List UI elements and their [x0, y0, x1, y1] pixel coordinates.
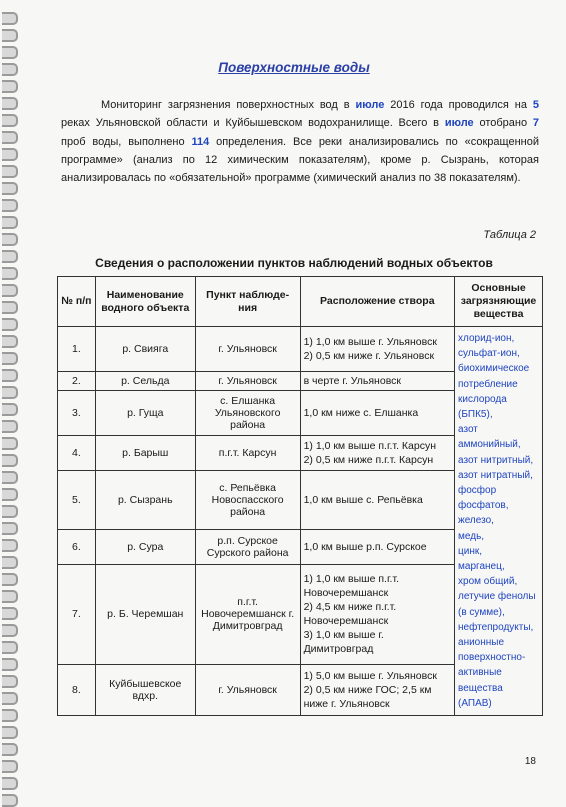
col-header-location: Расположение створа	[300, 277, 454, 327]
intro-month: июле	[444, 117, 474, 130]
binding-ring	[2, 522, 18, 535]
observation-point: г. Ульяновск	[195, 664, 300, 716]
water-object: р. Сызрань	[95, 471, 195, 529]
binding-ring	[2, 675, 18, 688]
binding-ring	[2, 573, 18, 586]
table-header-row	[58, 277, 543, 327]
intro-text: реках Ульяновской области и Куйбышевском водохранилище. Всего в	[61, 117, 445, 130]
location-line: 1) 1,0 км выше г. Ульяновск	[303, 335, 437, 348]
binding-ring	[2, 692, 18, 705]
binding-ring	[2, 420, 18, 433]
location-line: 1,0 км выше с. Репьёвка	[303, 493, 423, 506]
binding-ring	[2, 488, 18, 501]
water-object: Куйбышевское вдхр.	[95, 664, 195, 716]
water-object: р. Гуща	[95, 391, 195, 436]
binding-ring	[2, 607, 18, 620]
binding-ring	[2, 335, 18, 348]
substance-item: хром общий,	[458, 576, 518, 588]
observation-point: с. Елшанка Ульяновского района	[195, 391, 300, 436]
binding-ring	[2, 454, 18, 467]
binding-ring	[2, 386, 18, 399]
col-header-point: Пункт наблюде-ния	[195, 277, 300, 327]
col-header-substances: Основные загрязняющие вещества	[455, 277, 543, 327]
binding-ring	[2, 794, 18, 807]
location-cell	[300, 327, 454, 372]
location-line: 1) 1,0 км выше п.г.т. Карсун	[303, 439, 437, 452]
location-cell	[300, 529, 454, 564]
water-object: р. Свияга	[95, 327, 195, 372]
col-header-num: № п/п	[58, 277, 96, 327]
table-row	[58, 327, 543, 372]
binding-ring	[2, 471, 18, 484]
water-object: р. Сельда	[95, 371, 195, 390]
row-number: 2.	[58, 371, 96, 390]
binding-ring	[2, 641, 18, 654]
substance-item: азот аммонийный,	[458, 424, 521, 451]
location-line: 3) 1,0 км выше г. Димитровград	[303, 629, 384, 656]
intro-text: проб воды, выполнено	[61, 135, 192, 148]
location-line: 1) 1,0 км выше п.г.т. Новочеремшанск	[303, 573, 399, 600]
location-cell	[300, 565, 454, 665]
intro-text: Мониторинг загрязнения поверхностных вод в	[101, 99, 356, 111]
binding-ring	[2, 165, 18, 178]
substance-item: нефтепродукты,	[458, 621, 534, 633]
substance-item: марганец,	[458, 561, 505, 573]
binding-ring	[2, 590, 18, 603]
binding-ring	[2, 284, 18, 297]
binding-ring	[2, 46, 18, 59]
observation-points-table	[57, 276, 543, 716]
location-cell	[300, 391, 454, 436]
substance-item: цинк,	[458, 545, 483, 557]
binding-ring	[2, 403, 18, 416]
location-line: 1,0 км ниже с. Елшанка	[303, 406, 419, 419]
binding-ring	[2, 624, 18, 637]
substance-item: железо,	[458, 515, 494, 527]
col-header-object: Наименование водного объекта	[95, 277, 195, 327]
substance-item: сульфат-ион,	[458, 348, 520, 360]
location-line: 2) 0,5 км ниже ГОС; 2,5 км ниже г. Ульяновск	[303, 683, 432, 710]
row-number: 5.	[58, 471, 96, 529]
binding-ring	[2, 250, 18, 263]
row-number: 8.	[58, 664, 96, 716]
location-cell	[300, 664, 454, 716]
intro-text: отобрано	[473, 117, 533, 130]
observation-point: г. Ульяновск	[195, 327, 300, 372]
water-object: р. Сура	[95, 529, 195, 564]
binding-ring	[2, 658, 18, 671]
spiral-binding	[0, 0, 20, 800]
location-line: в черте г. Ульяновск	[303, 374, 402, 387]
binding-ring	[2, 743, 18, 756]
binding-ring	[2, 556, 18, 569]
binding-ring	[2, 199, 18, 212]
binding-ring	[2, 301, 18, 314]
location-line: 1,0 км выше р.п. Сурское	[303, 540, 427, 553]
substance-item: летучие фенолы (в сумме),	[458, 591, 536, 618]
binding-ring	[2, 709, 18, 722]
binding-ring	[2, 233, 18, 246]
location-line: 1) 5,0 км выше г. Ульяновск	[303, 669, 437, 682]
observation-point: г. Ульяновск	[195, 371, 300, 390]
observation-point: п.г.т. Карсун	[195, 435, 300, 470]
binding-ring	[2, 267, 18, 280]
binding-ring	[2, 437, 18, 450]
row-number: 1.	[58, 327, 96, 372]
binding-ring	[2, 726, 18, 739]
binding-ring	[2, 148, 18, 161]
row-number: 3.	[58, 391, 96, 436]
water-object: р. Барыш	[95, 435, 195, 470]
page-number: 18	[524, 756, 536, 767]
substance-item: азот нитритный,	[458, 454, 534, 466]
binding-ring	[2, 216, 18, 229]
binding-ring	[2, 131, 18, 144]
binding-ring	[2, 760, 18, 773]
substance-item: азот нитратный,	[458, 469, 533, 481]
table-caption: Сведения о расположении пунктов наблюдений водных объектов	[95, 256, 493, 270]
location-line: 2) 0,5 км ниже г. Ульяновск	[303, 349, 435, 362]
intro-month: июле	[355, 99, 385, 111]
row-number: 4.	[58, 435, 96, 470]
binding-ring	[2, 505, 18, 518]
determinations-count: 114	[191, 135, 210, 148]
binding-ring	[2, 182, 18, 195]
location-cell	[300, 435, 454, 470]
observation-point: с. Репьёвка Новоспасского района	[195, 471, 300, 529]
intro-paragraph	[61, 96, 539, 187]
observation-point: п.г.т. Новочеремшанск г. Димитровград	[195, 565, 300, 665]
table-label: Таблица 2	[483, 229, 536, 241]
observation-point: р.п. Сурское Сурского района	[195, 529, 300, 564]
location-cell	[300, 471, 454, 529]
location-line: 2) 0,5 км ниже п.г.т. Карсун	[303, 453, 434, 466]
water-object: р. Б. Черемшан	[95, 565, 195, 665]
substance-item: анионные поверхностно-активные вещества (АПАВ)	[458, 637, 526, 709]
page-title: Поверхностные воды	[218, 60, 370, 75]
intro-text: определения. Все реки анализировались по «сокращенной программе» (анализ по 12 химическим показателям), кроме р. Сызрань, которая анализировалась по «обязательной» программе (химический анализ по 38 показателям).	[61, 135, 539, 185]
binding-ring	[2, 29, 18, 42]
substance-item: фосфор фосфатов,	[458, 485, 509, 512]
binding-ring	[2, 369, 18, 382]
binding-ring	[2, 97, 18, 110]
substance-item: медь,	[458, 530, 485, 542]
substance-item: хлорид-ион,	[458, 333, 515, 344]
binding-ring	[2, 318, 18, 331]
binding-ring	[2, 539, 18, 552]
intro-text: 2016 года проводился на	[384, 99, 533, 111]
binding-ring	[2, 80, 18, 93]
location-cell	[300, 371, 454, 390]
binding-ring	[2, 114, 18, 127]
document-page	[22, 0, 566, 800]
location-line: 2) 4,5 км ниже п.г.т. Новочеремшанск	[303, 601, 397, 628]
samples-count: 7	[532, 117, 540, 130]
row-number: 6.	[58, 529, 96, 564]
binding-ring	[2, 777, 18, 790]
binding-ring	[2, 352, 18, 365]
substances-cell	[455, 327, 543, 716]
substance-item: биохимическое потребление кислорода (БПК5),	[458, 363, 530, 421]
rivers-count: 5	[532, 99, 539, 111]
row-number: 7.	[58, 565, 96, 665]
binding-ring	[2, 63, 18, 76]
binding-ring	[2, 12, 18, 25]
